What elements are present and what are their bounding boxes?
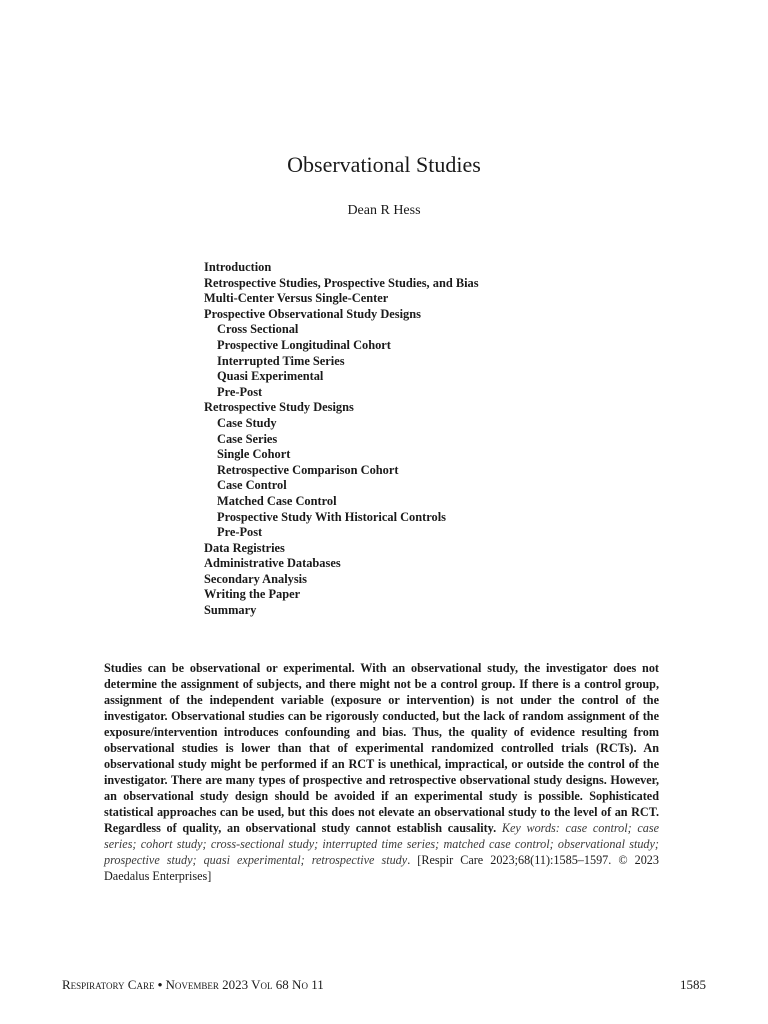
toc-entry[interactable]: Pre-Post bbox=[217, 525, 263, 540]
toc-entry[interactable]: Writing the Paper bbox=[204, 587, 301, 602]
author-name: Dean R Hess bbox=[347, 203, 421, 218]
toc-entry[interactable]: Prospective Observational Study Designs bbox=[204, 306, 421, 321]
toc-entry[interactable]: Case Series bbox=[217, 431, 278, 446]
page-number: 1585 bbox=[680, 977, 706, 992]
toc-entry[interactable]: Interrupted Time Series bbox=[217, 353, 345, 368]
table-of-contents bbox=[204, 260, 479, 619]
toc-entry[interactable]: Matched Case Control bbox=[217, 493, 337, 508]
toc-entry[interactable]: Summary bbox=[204, 603, 257, 618]
footer-issue: November 2023 Vol 68 No 11 bbox=[165, 977, 324, 992]
footer-separator: • bbox=[157, 977, 163, 992]
toc-entry[interactable]: Administrative Databases bbox=[204, 556, 341, 571]
toc-entry[interactable]: Single Cohort bbox=[217, 447, 291, 462]
article-title: Observational Studies bbox=[287, 152, 481, 177]
toc-entry[interactable]: Prospective Longitudinal Cohort bbox=[217, 337, 391, 352]
toc-entry[interactable]: Quasi Experimental bbox=[217, 369, 324, 384]
toc-entry[interactable]: Cross Sectional bbox=[217, 322, 299, 337]
toc-entry[interactable]: Pre-Post bbox=[217, 384, 263, 399]
toc-entry[interactable]: Data Registries bbox=[204, 540, 285, 555]
footer-journal-info bbox=[62, 976, 324, 994]
toc-entry[interactable]: Retrospective Studies, Prospective Studies, and Bias bbox=[204, 275, 479, 290]
abstract bbox=[104, 660, 659, 884]
toc-entry[interactable]: Retrospective Study Designs bbox=[204, 400, 354, 415]
toc-entry[interactable]: Secondary Analysis bbox=[204, 571, 307, 586]
abstract-body: Studies can be observational or experimental. With an observational study, the investigator does not determine the assignment of subjects, and there might not be a control group. If there is a control group, assignment of the independent variable (exposure or intervention) is not under the control of the investigator. Observational studies can be rigorously conducted, but the lack of random assignment of the exposure/intervention introduces confounding and bias. Thus, the quality of evidence resulting from observational studies is lower than that of experimental randomized controlled trials (RCTs). An observational study might be performed if an RCT is unethical, impractical, or outside the control of the investigator. There are many types of prospective and retrospective observational study designs. However, an observational study design should be avoided if an experimental study is possible. Sophisticated statistical approaches can be used, but this does not elevate an observational study to the level of an RCT. Regardless of quality, an observational study cannot establish causality. bbox=[104, 661, 659, 835]
abstract-keywords: Key words: case control; case series; cohort study; cross-sectional study; interrupted time series; matched case control; observational study; prospective study; quasi experimental; retrospective study bbox=[104, 821, 660, 867]
toc-entry[interactable]: Case Control bbox=[217, 478, 287, 493]
toc-entry[interactable]: Case Study bbox=[217, 415, 277, 430]
toc-entry[interactable]: Prospective Study With Historical Controls bbox=[217, 509, 447, 524]
abstract-citation: [Respir Care 2023;68(11):1585–1597. © 2023 Daedalus Enterprises] bbox=[104, 853, 659, 883]
toc-entry[interactable]: Retrospective Comparison Cohort bbox=[217, 462, 399, 477]
toc-entry[interactable]: Introduction bbox=[204, 260, 272, 274]
toc-entry[interactable]: Multi-Center Versus Single-Center bbox=[204, 291, 389, 306]
footer-journal-name: Respiratory Care bbox=[62, 977, 155, 992]
keywords-period: . bbox=[407, 853, 418, 867]
